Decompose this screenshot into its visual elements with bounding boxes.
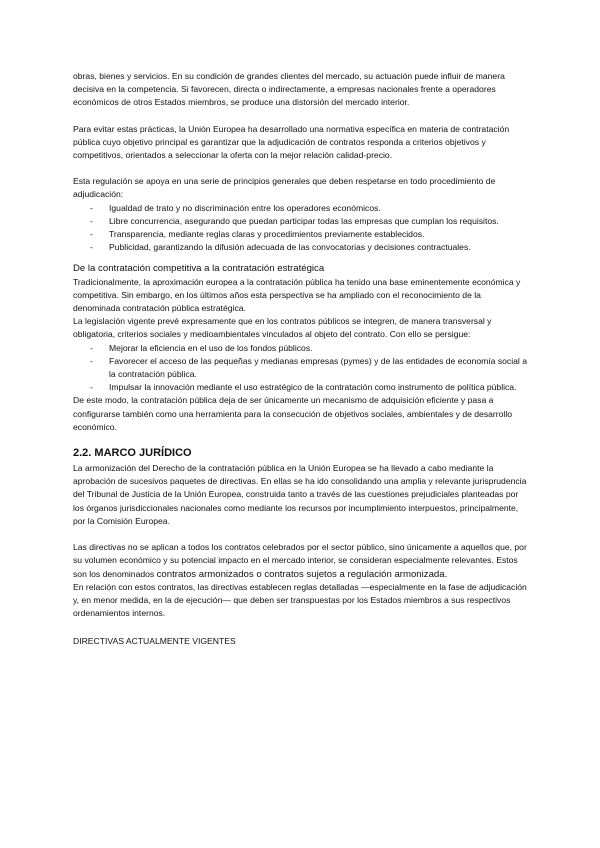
- subheading-strategic-procurement: De la contratación competitiva a la contratación estratégica: [73, 263, 325, 275]
- bullet-dash: -: [90, 355, 93, 366]
- list-item: - Igualdad de trato y no discriminación entre los operadores económicos.: [73, 202, 530, 215]
- paragraph-harmonization: La armonización del Derecho de la contratación pública en la Unión Europea se ha llevado a cabo mediante la aprobación de sucesivos paquetes de directivas. En ellas se ha ido consolidando una amplia y relevante jurisprudencia del Tribunal de Justicia de la Unión Europea, construida tanto a través de las cuestiones prejudiciales planteadas por los órganos jurisdiccionales nacionales como mediante los recursos por incumplimiento interpuestos, principalmente, por la Comisión Europea.: [73, 463, 527, 526]
- section-title: 2.2. MARCO JURÍDICO: [73, 447, 192, 460]
- paragraph-intro: obras, bienes y servicios. En su condición de grandes clientes del mercado, su actuación puede influir de manera decisiva en la competencia. Si favorecen, directa o indirectamente, a empresas nacionales frente a operadores económicos de otros Estados miembros, se produce una distorsión del mercado interior.: [73, 71, 505, 108]
- list-item: - Libre concurrencia, asegurando que puedan participar todas las empresas que cumplan los requisitos.: [73, 215, 530, 228]
- paragraph-eu-regulation: Para evitar estas prácticas, la Unión Europea ha desarrollado una normativa específica en materia de contratación pública cuyo objetivo principal es garantizar que la adjudicación de contratos responda a criterios objetivos y competitivos, orientados a seleccionar la oferta con la mejor relación calidad-precio.: [73, 123, 510, 161]
- paragraph-legislation: La legislación vigente prevé expresamente que en los contratos públicos se integren, de manera transversal y obligatoria, criterios sociales y medioambientales vinculados al objeto del contrato. Con ello se persigue:: [73, 316, 492, 340]
- bullet-dash: -: [90, 229, 93, 240]
- harmonized-contracts-term: contratos armonizados o contratos sujetos a regulación armonizada.: [156, 568, 448, 580]
- bullet-dash: -: [90, 242, 93, 253]
- list-item: - Impulsar la innovación mediante el uso estratégico de la contratación como instrumento de política pública.: [73, 381, 530, 394]
- goals-list: [73, 342, 530, 395]
- list-item: - Publicidad, garantizando la difusión adecuada de las convocatorias y decisiones contractuales.: [73, 241, 530, 254]
- bullet-dash: -: [90, 215, 93, 226]
- bullet-dash: -: [90, 342, 93, 353]
- paragraph-detailed-rules: En relación con estos contratos, las directivas establecen reglas detalladas —especialmente en la fase de adjudicación y, en menor medida, en la de ejecución— que deben ser transpuestas por los Estados miembros a sus respectivos ordenamientos internos.: [73, 581, 527, 619]
- list-item: - Mejorar la eficiencia en el uso de los fondos públicos.: [73, 342, 530, 355]
- bullet-dash: -: [90, 202, 93, 213]
- paragraph-directives-scope: Las directivas no se aplican a todos los contratos celebrados por el sector público, sino únicamente a aquellos que, por su volumen económico y su potencial impacto en el mercado interior, se consideran especialmente relevantes. Estos son los denominados contratos armonizados o contratos sujetos a regulación armonizada.: [73, 542, 527, 580]
- list-item: - Favorecer el acceso de las pequeñas y medianas empresas (pymes) y de las entidades de economía social a la contratación pública.: [90, 355, 527, 380]
- paragraph-principles-intro: Esta regulación se apoya en una serie de principios generales que deben respetarse en todo procedimiento de adjudicación:: [73, 176, 496, 200]
- paragraph-traditional: Tradicionalmente, la aproximación europea a la contratación pública ha tenido una base eminentemente económica y competitiva. Sin embargo, en los últimos años esta perspectiva se ha ampliado con el reconocimiento de la denominada contratación pública estratégica.: [73, 276, 521, 314]
- bullet-dash: -: [90, 382, 93, 393]
- principles-list: [73, 202, 530, 255]
- heading-current-directives: DIRECTIVAS ACTUALMENTE VIGENTES: [73, 636, 236, 647]
- list-item: - Transparencia, mediante reglas claras y procedimientos previamente establecidos.: [73, 228, 530, 241]
- paragraph-conclusion: De este modo, la contratación pública deja de ser únicamente un mecanismo de adquisición eficiente y pasa a configurarse también como una herramienta para la consecución de objetivos sociales, ambientales y de desarrollo económico.: [73, 395, 513, 432]
